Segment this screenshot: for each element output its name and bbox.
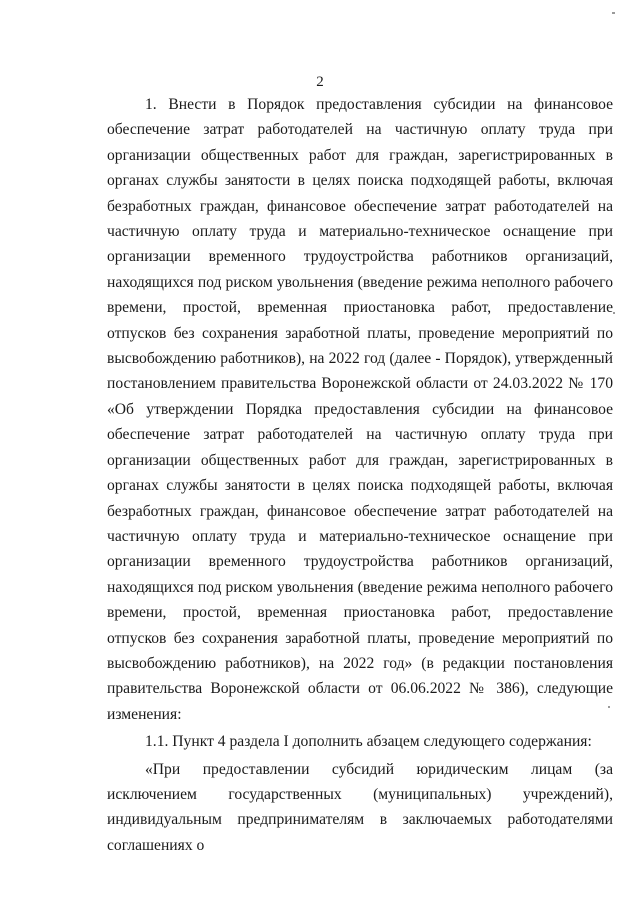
- paragraph-subitem-1-1: 1.1. Пункт 4 раздела I дополнить абзацем следующего содержания:: [145, 733, 592, 751]
- scan-speck: [612, 12, 615, 14]
- page-number: 2: [316, 74, 324, 90]
- scan-speck: [608, 706, 610, 708]
- paragraph-quoted-text: «При предоставлении субсидий юридическим лицам (за исключением государственных (муниципальных) учреждений), индивидуальным предпринимателям в заключаемых работодателями соглашениях о: [107, 760, 613, 854]
- document-body: [107, 92, 613, 858]
- paragraph-amendment-intro: 1. Внести в Порядок предоставления субсидии на финансовое обеспечение затрат работодателей на частичную оплату труда при организации общественных работ для граждан, зарегистрированных в органах службы занятости в целях поиска подходящей работы, включая безработных граждан, финансовое обеспечение затрат работодателей на частичную оплату труда и материально-техническое оснащение при организации временного трудоустройства работников организаций, находящихся под риском увольнения (введение режима неполного рабочего времени, простой, временная приостановка работ, предоставление отпусков без сохранения заработной платы, проведение мероприятий по высвобождению работников), на 2022 год (далее - Порядок), утвержденный постановлением правительства Воронежской области от 24.03.2022 № 170 «Об утверждении Порядка предоставления субсидии на финансовое обеспечение затрат работодателей на частичную оплату труда при организации общественных работ для граждан, зарегистрированных в органах службы занятости в целях поиска подходящей работы, включая безработных граждан, финансовое обеспечение затрат работодателей на частичную оплату труда и материально-техническое оснащение при организации временного трудоустройства работников организаций, находящихся под риском увольнения (введение режима неполного рабочего времени, простой, временная приостановка работ, предоставление отпусков без сохранения заработной платы, проведение мероприятий по высвобождению работников), на 2022 год» (в редакции постановления правительства Воронежской области от 06.06.2022 № 386), следующие изменения:: [107, 96, 613, 723]
- scan-speck: [613, 312, 615, 314]
